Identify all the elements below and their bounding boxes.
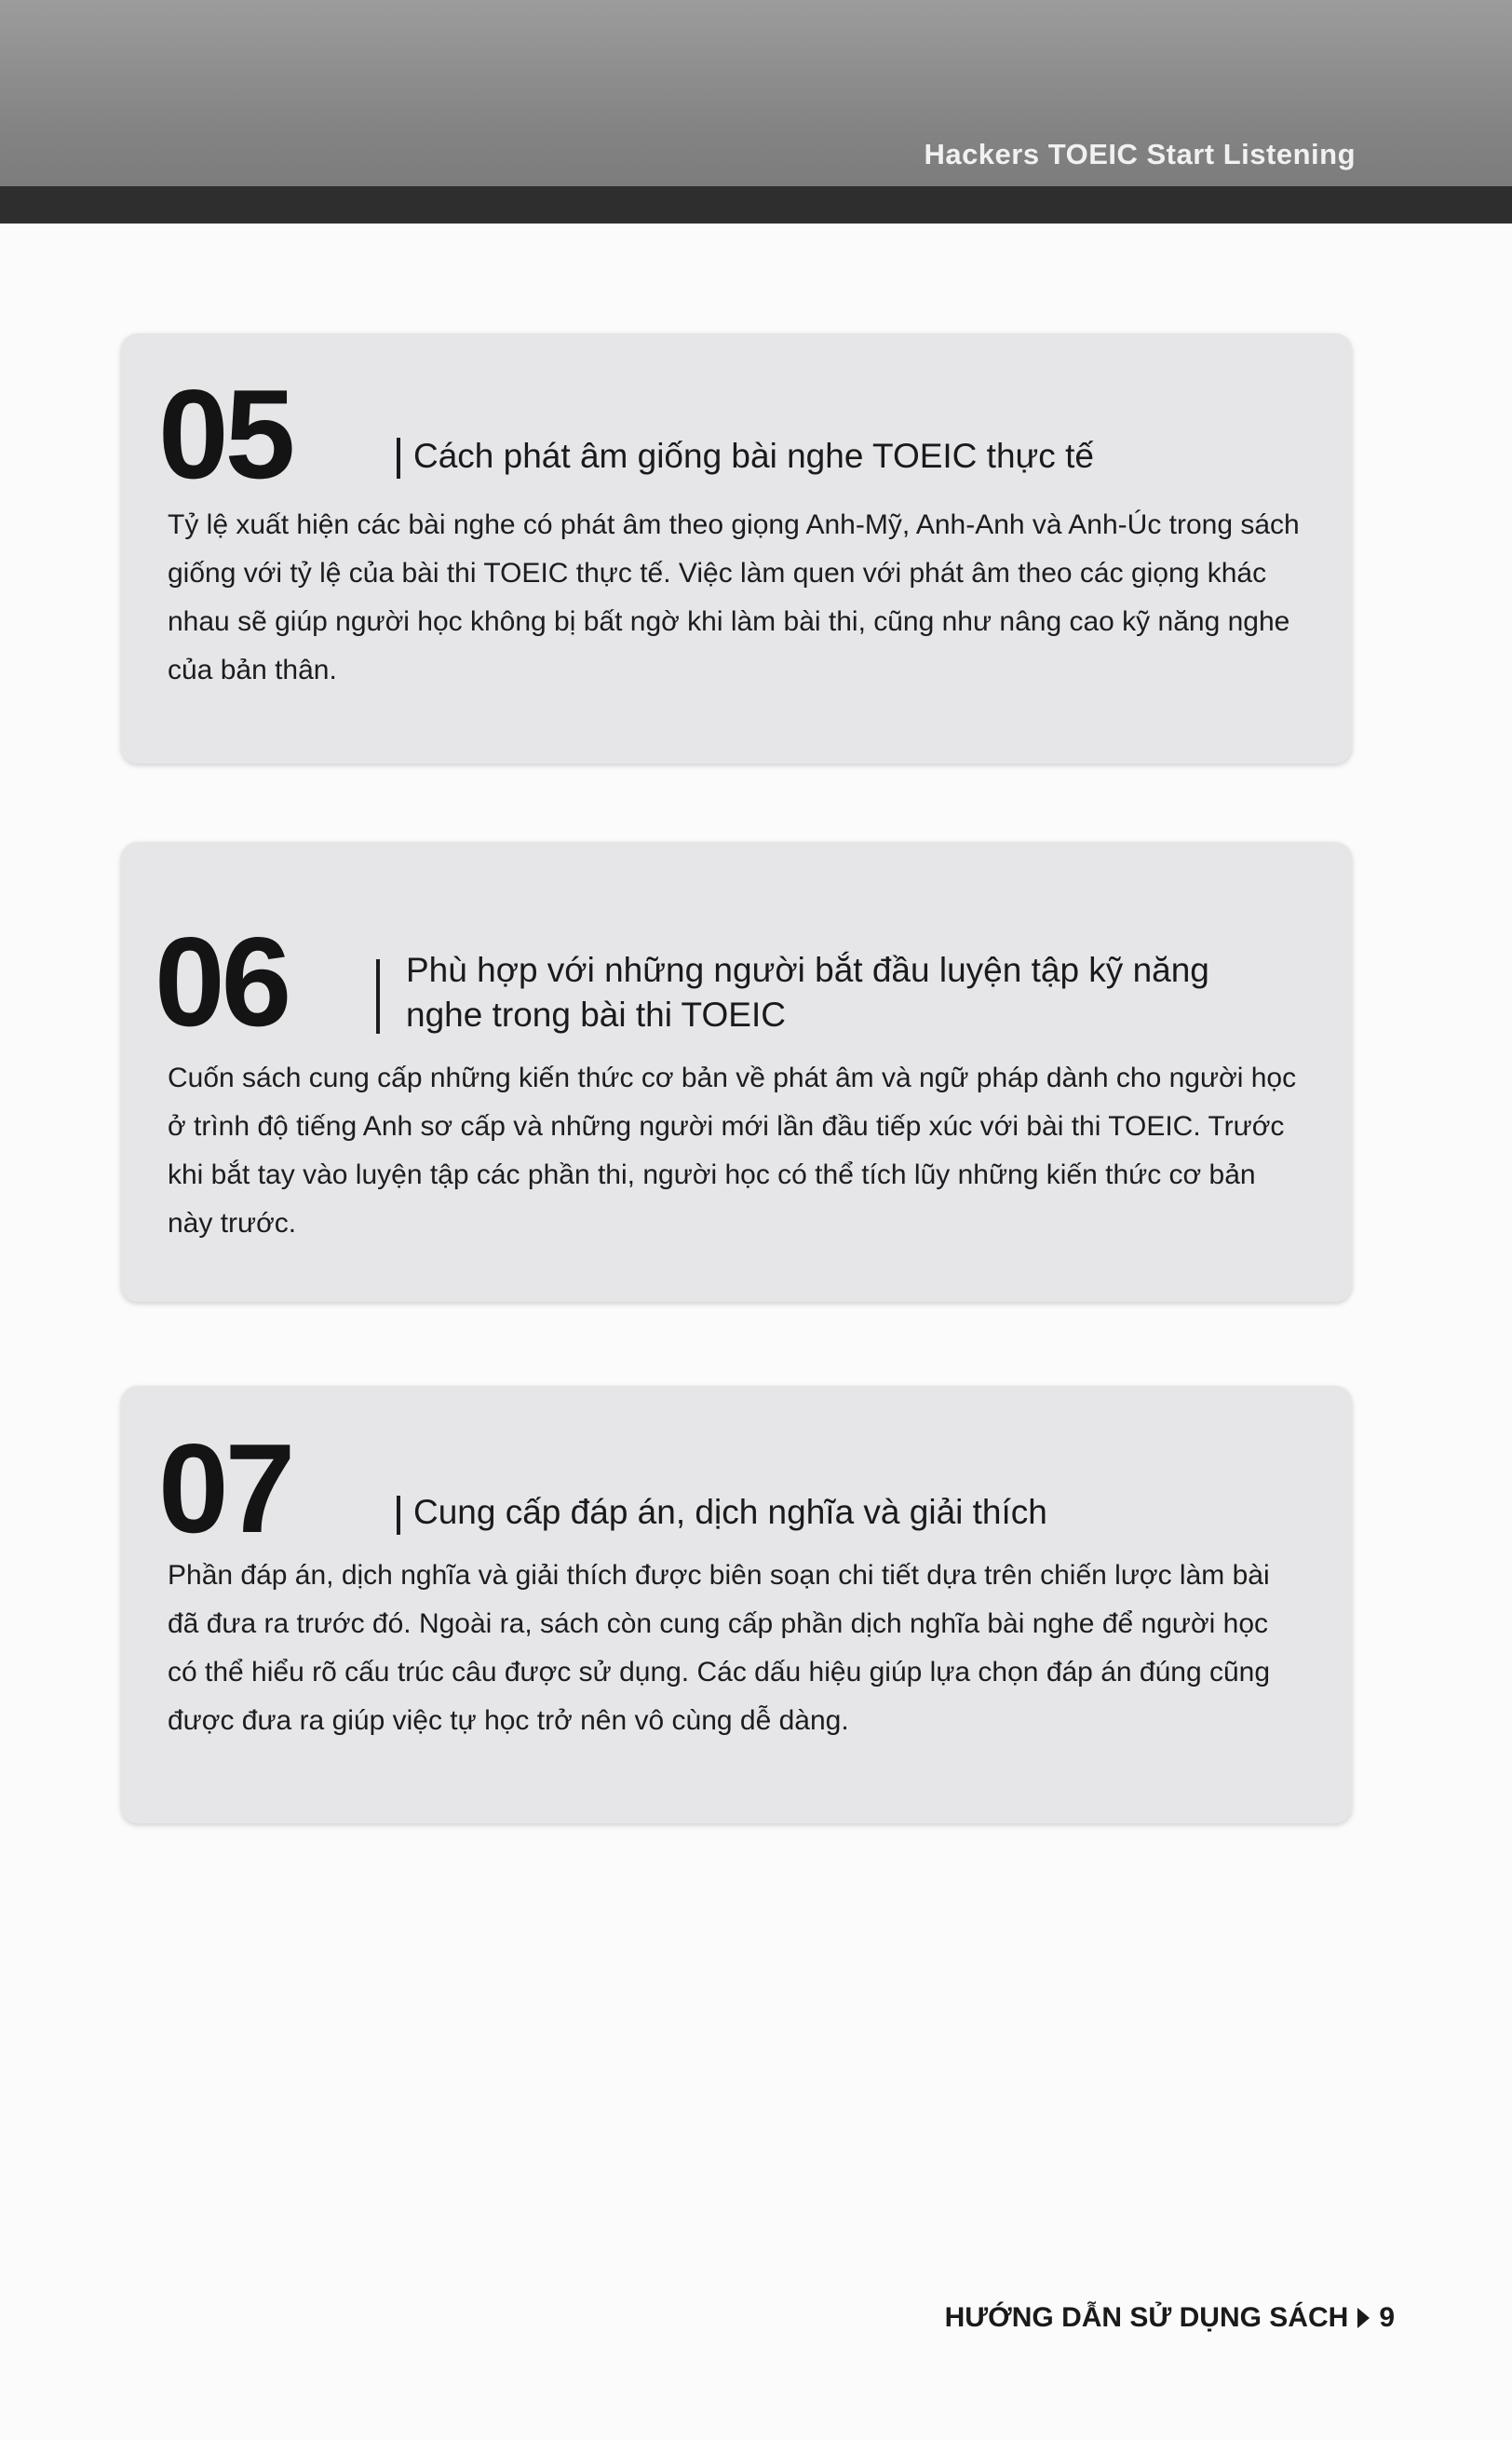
heading-divider (397, 1496, 400, 1535)
card-number: 07 (158, 1417, 292, 1559)
card-body: Phần đáp án, dịch nghĩa và giải thích được biên soạn chi tiết dựa trên chiến lược làm bài đã đưa ra trước đó. Ngoài ra, sách còn cung cấp phần dịch nghĩa bài nghe để người học có thể hiểu rõ cấu trúc câu được sử dụng. Các dấu hiệu giúp lựa chọn đáp án đúng cũng được đưa ra giúp việc tự học trở nên vô cùng dễ dàng. (168, 1560, 1271, 1736)
page-footer (945, 2302, 1395, 2334)
card-heading-line: nghe trong bài thi TOEIC (406, 996, 786, 1034)
heading-divider (397, 438, 400, 479)
feature-card-05 (121, 333, 1352, 764)
book-title: Hackers TOEIC Start Listening (924, 138, 1356, 170)
card-heading: Cung cấp đáp án, dịch nghĩa và giải thích (413, 1493, 1047, 1531)
card-heading-line: Phù hợp với những người bắt đầu luyện tập kỹ năng (406, 951, 1209, 989)
feature-card-06 (121, 842, 1352, 1302)
card-number: 06 (155, 911, 289, 1052)
page-number: 9 (1379, 2302, 1395, 2333)
card-number: 05 (158, 363, 292, 505)
card-heading (406, 948, 1209, 1037)
card-body: Tỷ lệ xuất hiện các bài nghe có phát âm theo giọng Anh-Mỹ, Anh-Anh và Anh-Úc trong sách giống với tỷ lệ của bài thi TOEIC thực tế. Việc làm quen với phát âm theo các giọng khác nhau sẽ giúp người học không bị bất ngờ khi làm bài thi, cũng như nâng cao kỹ năng nghe của bản thân. (168, 509, 1300, 685)
feature-card-07 (121, 1386, 1352, 1823)
triangle-right-icon (1357, 2308, 1370, 2328)
card-body: Cuốn sách cung cấp những kiến thức cơ bản về phát âm và ngữ pháp dành cho người học ở trình độ tiếng Anh sơ cấp và những người mới lần đầu tiếp xúc với bài thi TOEIC. Trước khi bắt tay vào luyện tập các phần thi, người học có thể tích lũy những kiến thức cơ bản này trước. (168, 1063, 1297, 1239)
heading-divider (376, 959, 380, 1034)
card-heading: Cách phát âm giống bài nghe TOEIC thực tế (413, 437, 1094, 475)
footer-section-label: HƯỚNG DẪN SỬ DỤNG SÁCH (944, 2302, 1349, 2333)
